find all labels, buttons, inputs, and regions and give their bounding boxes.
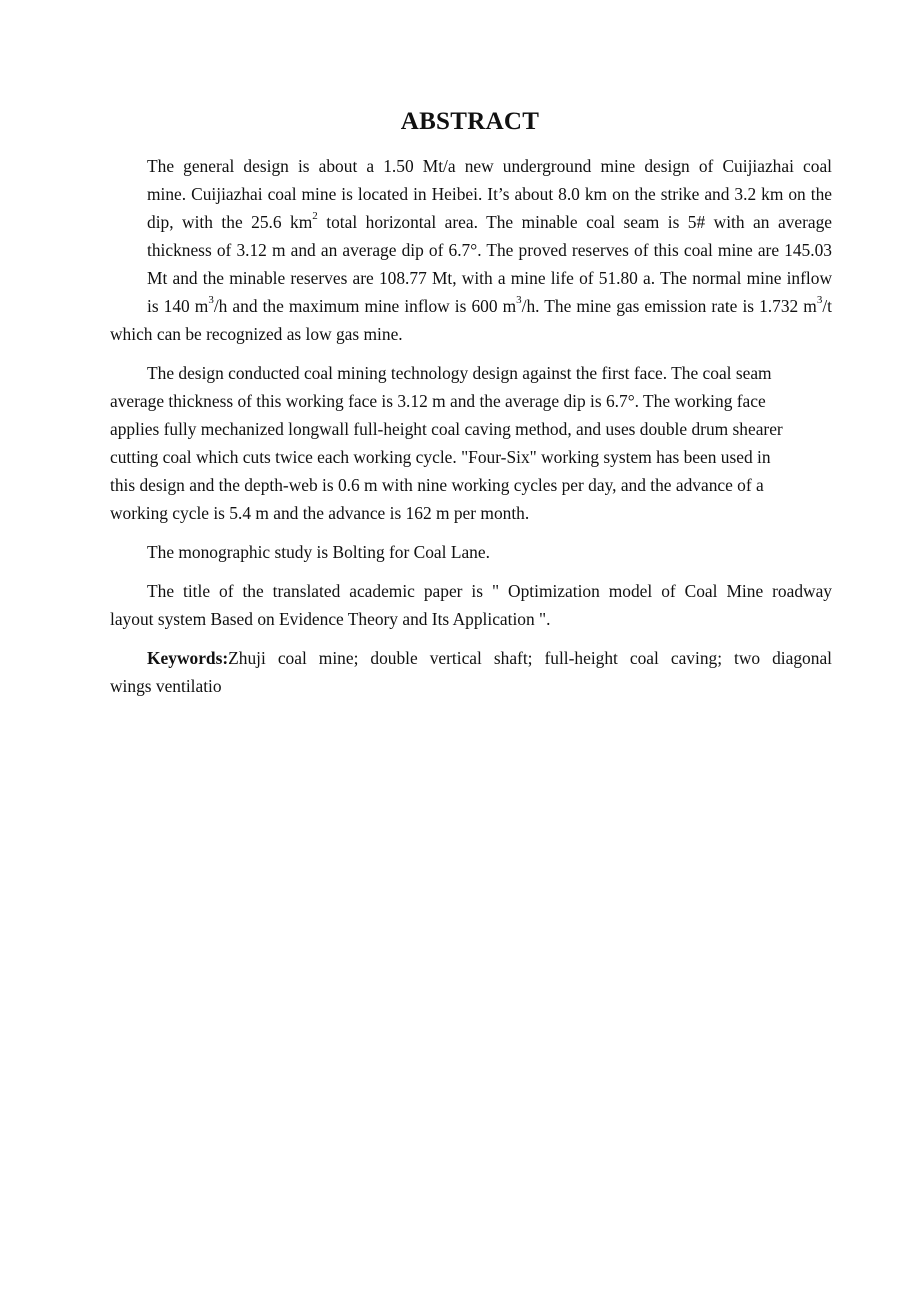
text-line: working cycle is 5.4 m and the advance is 162 m per month. [110,503,530,523]
paragraph-mining-technology [110,359,832,527]
keywords-text: Zhuji coal mine; double vertical shaft; full-height coal caving; two diagonal [228,648,832,668]
keywords-label: Keywords: [147,648,229,668]
superscript: 3 [208,294,214,307]
text-line: average thickness of this working face is 3.12 m and the average dip is 6.7°. The working face [110,391,766,411]
text-line [110,644,832,672]
text-fragment: is 140 m [147,296,209,316]
text-fragment: total horizontal area. The minable coal seam is 5# with an average [317,212,833,232]
text-line: layout system Based on Evidence Theory and Its Application ". [110,609,551,629]
text-line: The general design is about a 1.50 Mt/a new underground mine design of Cuijiazhai coal [147,156,832,176]
text-line: applies fully mechanized longwall full-height coal caving method, and uses double drum shearer [110,419,783,439]
abstract-title: ABSTRACT [400,108,540,135]
superscript: 3 [816,294,823,307]
text-line [110,208,832,236]
paragraph-translated-paper [110,577,832,633]
text-line: this design and the depth-web is 0.6 m with nine working cycles per day, and the advance of a [110,475,764,495]
paragraph-design-overview [110,152,832,348]
text-fragment: /h and the maximum mine inflow is 600 m [213,296,517,316]
text-line: The monographic study is Bolting for Coal Lane. [147,542,490,562]
text-line: The title of the translated academic paper is " Optimization model of Coal Mine roadway [147,581,832,601]
text-line: The design conducted coal mining technology design against the first face. The coal seam [147,363,772,383]
text-line: which can be recognized as low gas mine. [110,324,403,344]
text-line: thickness of 3.12 m and an average dip of 6.7°. The proved reserves of this coal mine are 145.03 [147,240,832,260]
text-line: mine. Cuijiazhai coal mine is located in Heibei. It’s about 8.0 km on the strike and 3.2 km on the [147,184,832,204]
text-line: wings ventilatio [110,676,222,696]
superscript: 3 [516,294,522,307]
text-line: cutting coal which cuts twice each working cycle. "Four-Six" working system has been used in [110,447,771,467]
paragraph-monographic-study [110,538,832,566]
text-fragment: /t [822,296,833,316]
abstract-body [110,152,832,711]
superscript: 2 [312,210,318,223]
paragraph-keywords [110,644,832,700]
text-fragment: dip, with the 25.6 km [147,212,313,232]
text-fragment: /h. The mine gas emission rate is 1.732 m [521,296,817,316]
text-line: Mt and the minable reserves are 108.77 Mt, with a mine life of 51.80 a. The normal mine inflow [147,268,832,288]
text-line [110,292,832,320]
